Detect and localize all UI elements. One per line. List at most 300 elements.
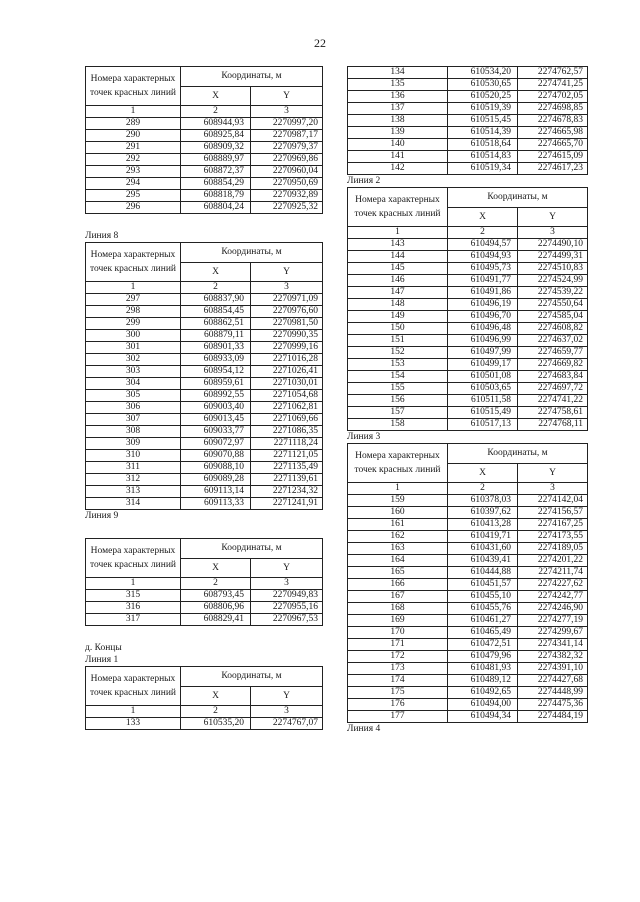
point-number: 168 bbox=[348, 603, 448, 615]
point-number: 135 bbox=[348, 79, 448, 91]
table-row bbox=[86, 498, 323, 510]
coordinate-x: 610501,08 bbox=[448, 371, 518, 383]
spacer bbox=[85, 214, 322, 230]
column-number: 1 bbox=[86, 106, 181, 118]
point-number: 151 bbox=[348, 335, 448, 347]
coordinate-x: 610534,20 bbox=[448, 67, 518, 79]
point-number: 171 bbox=[348, 639, 448, 651]
table-row bbox=[348, 567, 588, 579]
table-row bbox=[86, 390, 323, 402]
header-x: X bbox=[181, 87, 251, 106]
coordinate-x: 610514,39 bbox=[448, 127, 518, 139]
coordinate-x: 610481,93 bbox=[448, 663, 518, 675]
header-x: X bbox=[448, 464, 518, 483]
header-row bbox=[348, 188, 588, 208]
table-row bbox=[348, 543, 588, 555]
header-coordinates: Координаты, м bbox=[181, 67, 323, 87]
coordinate-x: 610491,77 bbox=[448, 275, 518, 287]
coordinate-x: 610461,27 bbox=[448, 615, 518, 627]
coordinate-y: 2271086,35 bbox=[251, 426, 323, 438]
point-number: 160 bbox=[348, 507, 448, 519]
point-number: 309 bbox=[86, 438, 181, 450]
coordinate-x: 610494,00 bbox=[448, 699, 518, 711]
point-number: 144 bbox=[348, 251, 448, 263]
coordinate-y: 2274277,19 bbox=[518, 615, 588, 627]
coordinate-x: 610444,88 bbox=[448, 567, 518, 579]
coordinate-y: 2274382,32 bbox=[518, 651, 588, 663]
coordinate-y: 2270949,83 bbox=[251, 590, 323, 602]
coordinate-y: 2270969,86 bbox=[251, 154, 323, 166]
point-number: 146 bbox=[348, 275, 448, 287]
coordinates-table bbox=[85, 66, 323, 214]
point-number: 307 bbox=[86, 414, 181, 426]
point-number: 316 bbox=[86, 602, 181, 614]
coordinate-x: 610491,86 bbox=[448, 287, 518, 299]
point-number: 150 bbox=[348, 323, 448, 335]
coordinate-y: 2270987,17 bbox=[251, 130, 323, 142]
coordinate-x: 610397,62 bbox=[448, 507, 518, 519]
header-number-row bbox=[348, 227, 588, 239]
point-number: 155 bbox=[348, 383, 448, 395]
column-number: 3 bbox=[518, 483, 588, 495]
coordinate-y: 2274768,11 bbox=[518, 419, 588, 431]
coordinate-y: 2274201,22 bbox=[518, 555, 588, 567]
column-number: 1 bbox=[348, 227, 448, 239]
coordinate-y: 2270999,16 bbox=[251, 342, 323, 354]
point-number: 311 bbox=[86, 462, 181, 474]
table-row bbox=[86, 306, 323, 318]
coordinate-x: 608944,93 bbox=[181, 118, 251, 130]
coordinate-y: 2274758,61 bbox=[518, 407, 588, 419]
table-row bbox=[86, 142, 323, 154]
coordinate-x: 609013,45 bbox=[181, 414, 251, 426]
coordinate-y: 2274550,64 bbox=[518, 299, 588, 311]
header-row bbox=[86, 539, 323, 559]
coordinate-x: 608879,11 bbox=[181, 330, 251, 342]
point-number: 136 bbox=[348, 91, 448, 103]
point-number: 134 bbox=[348, 67, 448, 79]
coordinate-y: 2274167,25 bbox=[518, 519, 588, 531]
table-row bbox=[348, 323, 588, 335]
coordinate-x: 610494,57 bbox=[448, 239, 518, 251]
coordinate-y: 2274767,07 bbox=[251, 718, 323, 730]
coordinate-y: 2274617,23 bbox=[518, 163, 588, 175]
table-row bbox=[348, 603, 588, 615]
point-number: 167 bbox=[348, 591, 448, 603]
coordinate-x: 610515,49 bbox=[448, 407, 518, 419]
point-number: 162 bbox=[348, 531, 448, 543]
section-label: Линия 4 bbox=[347, 724, 381, 734]
table-row bbox=[348, 251, 588, 263]
table-row bbox=[86, 602, 323, 614]
coordinate-y: 2274702,05 bbox=[518, 91, 588, 103]
header-point-names: Номера характерных точек красных линий bbox=[86, 667, 181, 706]
coordinate-y: 2270976,60 bbox=[251, 306, 323, 318]
header-number-row bbox=[86, 106, 323, 118]
coordinate-x: 610439,41 bbox=[448, 555, 518, 567]
table-row bbox=[86, 378, 323, 390]
coordinate-x: 609072,97 bbox=[181, 438, 251, 450]
coordinate-y: 2274585,04 bbox=[518, 311, 588, 323]
header-coordinates: Координаты, м bbox=[448, 444, 588, 464]
column-number: 3 bbox=[518, 227, 588, 239]
coordinate-x: 608959,61 bbox=[181, 378, 251, 390]
table-row bbox=[348, 711, 588, 723]
coordinate-y: 2271241,91 bbox=[251, 498, 323, 510]
column-number: 3 bbox=[251, 106, 323, 118]
table-row bbox=[348, 151, 588, 163]
header-coordinates: Координаты, м bbox=[181, 243, 323, 263]
table-row bbox=[348, 347, 588, 359]
point-number: 133 bbox=[86, 718, 181, 730]
header-y: Y bbox=[251, 687, 323, 706]
coordinate-x: 608933,09 bbox=[181, 354, 251, 366]
table-row bbox=[348, 311, 588, 323]
coordinate-x: 610511,58 bbox=[448, 395, 518, 407]
coordinate-y: 2271054,68 bbox=[251, 390, 323, 402]
coordinate-y: 2274173,55 bbox=[518, 531, 588, 543]
point-number: 314 bbox=[86, 498, 181, 510]
point-number: 295 bbox=[86, 190, 181, 202]
column-number: 3 bbox=[251, 706, 323, 718]
section-label: Линия 8 bbox=[85, 231, 119, 241]
table-row bbox=[348, 651, 588, 663]
point-number: 163 bbox=[348, 543, 448, 555]
coordinate-y: 2274698,85 bbox=[518, 103, 588, 115]
coordinate-y: 2270950,69 bbox=[251, 178, 323, 190]
table-row bbox=[348, 507, 588, 519]
coordinate-x: 608889,97 bbox=[181, 154, 251, 166]
coordinate-x: 610497,99 bbox=[448, 347, 518, 359]
coordinate-y: 2274448,99 bbox=[518, 687, 588, 699]
table-row bbox=[348, 299, 588, 311]
table-row bbox=[86, 330, 323, 342]
coordinate-y: 2274762,57 bbox=[518, 67, 588, 79]
coordinate-x: 608992,55 bbox=[181, 390, 251, 402]
right-column bbox=[347, 66, 587, 735]
header-row bbox=[86, 667, 323, 687]
coordinate-x: 608854,29 bbox=[181, 178, 251, 190]
coordinate-y: 2274615,09 bbox=[518, 151, 588, 163]
coordinate-y: 2271016,28 bbox=[251, 354, 323, 366]
header-row bbox=[348, 444, 588, 464]
table-row bbox=[86, 414, 323, 426]
coordinate-y: 2271234,32 bbox=[251, 486, 323, 498]
section-label: д. Концы bbox=[85, 643, 122, 653]
point-number: 148 bbox=[348, 299, 448, 311]
table-row bbox=[348, 275, 588, 287]
header-y: Y bbox=[518, 464, 588, 483]
coordinate-x: 608909,32 bbox=[181, 142, 251, 154]
table-row bbox=[348, 67, 588, 79]
header-number-row bbox=[86, 578, 323, 590]
table-row bbox=[86, 402, 323, 414]
coordinate-y: 2274659,77 bbox=[518, 347, 588, 359]
table-row bbox=[86, 462, 323, 474]
table-row bbox=[86, 354, 323, 366]
point-number: 158 bbox=[348, 419, 448, 431]
table-row bbox=[348, 519, 588, 531]
coordinate-x: 610489,12 bbox=[448, 675, 518, 687]
point-number: 291 bbox=[86, 142, 181, 154]
point-number: 313 bbox=[86, 486, 181, 498]
point-number: 317 bbox=[86, 614, 181, 626]
table-row bbox=[348, 639, 588, 651]
coordinate-x: 610455,10 bbox=[448, 591, 518, 603]
coordinate-y: 2271026,41 bbox=[251, 366, 323, 378]
coordinate-y: 2270981,50 bbox=[251, 318, 323, 330]
header-point-names: Номера характерных точек красных линий bbox=[348, 444, 448, 483]
coordinate-x: 608901,33 bbox=[181, 342, 251, 354]
coordinate-y: 2274211,74 bbox=[518, 567, 588, 579]
header-y: Y bbox=[518, 208, 588, 227]
point-number: 159 bbox=[348, 495, 448, 507]
left-column bbox=[85, 66, 322, 730]
coordinate-y: 2274741,25 bbox=[518, 79, 588, 91]
table-row bbox=[348, 335, 588, 347]
coordinate-y: 2274524,99 bbox=[518, 275, 588, 287]
coordinate-y: 2271062,81 bbox=[251, 402, 323, 414]
coordinate-x: 609113,33 bbox=[181, 498, 251, 510]
header-row bbox=[86, 67, 323, 87]
table-row bbox=[86, 474, 323, 486]
point-number: 306 bbox=[86, 402, 181, 414]
table-row bbox=[86, 486, 323, 498]
spacer bbox=[85, 626, 322, 642]
point-number: 166 bbox=[348, 579, 448, 591]
coordinate-y: 2270979,37 bbox=[251, 142, 323, 154]
table-row bbox=[348, 579, 588, 591]
header-y: Y bbox=[251, 87, 323, 106]
coordinate-y: 2274665,70 bbox=[518, 139, 588, 151]
coordinate-x: 610413,28 bbox=[448, 519, 518, 531]
table-row bbox=[86, 450, 323, 462]
coordinate-x: 610535,20 bbox=[181, 718, 251, 730]
coordinate-x: 608862,51 bbox=[181, 318, 251, 330]
coordinate-x: 610455,76 bbox=[448, 603, 518, 615]
table-row bbox=[86, 614, 323, 626]
coordinate-x: 608793,45 bbox=[181, 590, 251, 602]
point-number: 294 bbox=[86, 178, 181, 190]
coordinate-x: 610492,65 bbox=[448, 687, 518, 699]
coordinate-y: 2274156,57 bbox=[518, 507, 588, 519]
table-row bbox=[86, 118, 323, 130]
point-number: 156 bbox=[348, 395, 448, 407]
table-row bbox=[348, 239, 588, 251]
point-number: 149 bbox=[348, 311, 448, 323]
table-row bbox=[348, 139, 588, 151]
header-x: X bbox=[181, 263, 251, 282]
point-number: 304 bbox=[86, 378, 181, 390]
table-row bbox=[348, 627, 588, 639]
table-row bbox=[86, 202, 323, 214]
coordinate-y: 2274683,84 bbox=[518, 371, 588, 383]
table-row bbox=[86, 718, 323, 730]
coordinate-y: 2274678,83 bbox=[518, 115, 588, 127]
coordinate-y: 2274142,04 bbox=[518, 495, 588, 507]
coordinate-x: 610520,25 bbox=[448, 91, 518, 103]
coordinate-y: 2274697,72 bbox=[518, 383, 588, 395]
point-number: 298 bbox=[86, 306, 181, 318]
table-row bbox=[348, 419, 588, 431]
header-number-row bbox=[348, 483, 588, 495]
column-number: 3 bbox=[251, 282, 323, 294]
point-number: 145 bbox=[348, 263, 448, 275]
point-number: 161 bbox=[348, 519, 448, 531]
table-row bbox=[348, 371, 588, 383]
point-number: 165 bbox=[348, 567, 448, 579]
header-x: X bbox=[181, 559, 251, 578]
coordinate-x: 608806,96 bbox=[181, 602, 251, 614]
coordinate-x: 609088,10 bbox=[181, 462, 251, 474]
coordinate-x: 610465,49 bbox=[448, 627, 518, 639]
coordinate-x: 609033,77 bbox=[181, 426, 251, 438]
coordinate-y: 2271139,61 bbox=[251, 474, 323, 486]
column-number: 2 bbox=[181, 106, 251, 118]
coordinate-x: 609089,28 bbox=[181, 474, 251, 486]
header-coordinates: Координаты, м bbox=[181, 667, 323, 687]
coordinate-x: 608925,84 bbox=[181, 130, 251, 142]
coordinate-x: 610451,57 bbox=[448, 579, 518, 591]
point-number: 139 bbox=[348, 127, 448, 139]
coordinate-y: 2274539,22 bbox=[518, 287, 588, 299]
coordinate-y: 2271121,05 bbox=[251, 450, 323, 462]
table-row bbox=[86, 438, 323, 450]
table-row bbox=[348, 127, 588, 139]
table-row bbox=[348, 407, 588, 419]
coordinate-y: 2274299,67 bbox=[518, 627, 588, 639]
coordinate-x: 610519,34 bbox=[448, 163, 518, 175]
coordinate-y: 2270990,35 bbox=[251, 330, 323, 342]
coordinate-x: 610496,19 bbox=[448, 299, 518, 311]
table-row bbox=[348, 615, 588, 627]
coordinate-y: 2274637,02 bbox=[518, 335, 588, 347]
column-number: 1 bbox=[86, 706, 181, 718]
coordinates-table bbox=[85, 242, 323, 510]
point-number: 169 bbox=[348, 615, 448, 627]
point-number: 310 bbox=[86, 450, 181, 462]
coordinate-x: 610496,99 bbox=[448, 335, 518, 347]
coordinate-y: 2270925,32 bbox=[251, 202, 323, 214]
point-number: 170 bbox=[348, 627, 448, 639]
table-row bbox=[86, 366, 323, 378]
column-number: 1 bbox=[86, 578, 181, 590]
coordinate-x: 610503,65 bbox=[448, 383, 518, 395]
coordinate-x: 610519,39 bbox=[448, 103, 518, 115]
point-number: 300 bbox=[86, 330, 181, 342]
table-row bbox=[348, 663, 588, 675]
coordinate-y: 2271118,24 bbox=[251, 438, 323, 450]
table-row bbox=[348, 699, 588, 711]
point-number: 176 bbox=[348, 699, 448, 711]
table-row bbox=[348, 495, 588, 507]
point-number: 154 bbox=[348, 371, 448, 383]
coordinate-y: 2274242,77 bbox=[518, 591, 588, 603]
coordinate-y: 2274246,90 bbox=[518, 603, 588, 615]
coordinate-x: 608872,37 bbox=[181, 166, 251, 178]
table-row bbox=[348, 687, 588, 699]
table-row bbox=[348, 359, 588, 371]
point-number: 315 bbox=[86, 590, 181, 602]
coordinates-table bbox=[85, 666, 323, 730]
coordinate-x: 610496,48 bbox=[448, 323, 518, 335]
point-number: 138 bbox=[348, 115, 448, 127]
coordinates-table bbox=[85, 538, 323, 626]
section-label: Линия 9 bbox=[85, 511, 119, 521]
point-number: 147 bbox=[348, 287, 448, 299]
point-number: 293 bbox=[86, 166, 181, 178]
point-number: 301 bbox=[86, 342, 181, 354]
coordinate-x: 610419,71 bbox=[448, 531, 518, 543]
table-row bbox=[348, 675, 588, 687]
coordinates-table bbox=[347, 66, 588, 175]
coordinate-y: 2270971,09 bbox=[251, 294, 323, 306]
point-number: 141 bbox=[348, 151, 448, 163]
table-row bbox=[348, 91, 588, 103]
coordinate-y: 2274510,83 bbox=[518, 263, 588, 275]
coordinate-y: 2274665,98 bbox=[518, 127, 588, 139]
point-number: 303 bbox=[86, 366, 181, 378]
coordinate-x: 610496,70 bbox=[448, 311, 518, 323]
point-number: 297 bbox=[86, 294, 181, 306]
coordinate-x: 610472,51 bbox=[448, 639, 518, 651]
header-point-names: Номера характерных точек красных линий bbox=[348, 188, 448, 227]
point-number: 137 bbox=[348, 103, 448, 115]
header-point-names: Номера характерных точек красных линий bbox=[86, 67, 181, 106]
spacer bbox=[85, 522, 322, 538]
table-row bbox=[86, 318, 323, 330]
column-number: 1 bbox=[86, 282, 181, 294]
section-label: Линия 3 bbox=[347, 432, 381, 442]
coordinate-y: 2271135,49 bbox=[251, 462, 323, 474]
coordinate-y: 2271069,66 bbox=[251, 414, 323, 426]
coordinate-x: 610499,17 bbox=[448, 359, 518, 371]
coordinate-y: 2270967,53 bbox=[251, 614, 323, 626]
coordinate-x: 610479,96 bbox=[448, 651, 518, 663]
coordinate-y: 2274499,31 bbox=[518, 251, 588, 263]
coordinate-y: 2271030,01 bbox=[251, 378, 323, 390]
table-row bbox=[348, 103, 588, 115]
header-coordinates: Координаты, м bbox=[181, 539, 323, 559]
header-y: Y bbox=[251, 559, 323, 578]
point-number: 173 bbox=[348, 663, 448, 675]
table-row bbox=[348, 263, 588, 275]
table-row bbox=[86, 426, 323, 438]
point-number: 172 bbox=[348, 651, 448, 663]
coordinate-y: 2274189,05 bbox=[518, 543, 588, 555]
table-row bbox=[86, 342, 323, 354]
coordinate-y: 2270955,16 bbox=[251, 602, 323, 614]
coordinate-y: 2274484,19 bbox=[518, 711, 588, 723]
table-row bbox=[348, 383, 588, 395]
table-row bbox=[86, 178, 323, 190]
table-row bbox=[86, 294, 323, 306]
coordinate-x: 608854,45 bbox=[181, 306, 251, 318]
point-number: 290 bbox=[86, 130, 181, 142]
header-number-row bbox=[86, 282, 323, 294]
header-point-names: Номера характерных точек красных линий bbox=[86, 243, 181, 282]
coordinate-x: 610514,83 bbox=[448, 151, 518, 163]
coordinate-y: 2274341,14 bbox=[518, 639, 588, 651]
point-number: 175 bbox=[348, 687, 448, 699]
coordinate-y: 2274741,22 bbox=[518, 395, 588, 407]
column-number: 2 bbox=[448, 227, 518, 239]
coordinate-y: 2270960,04 bbox=[251, 166, 323, 178]
table-row bbox=[348, 163, 588, 175]
table-row bbox=[348, 287, 588, 299]
header-point-names: Номера характерных точек красных линий bbox=[86, 539, 181, 578]
table-row bbox=[348, 395, 588, 407]
